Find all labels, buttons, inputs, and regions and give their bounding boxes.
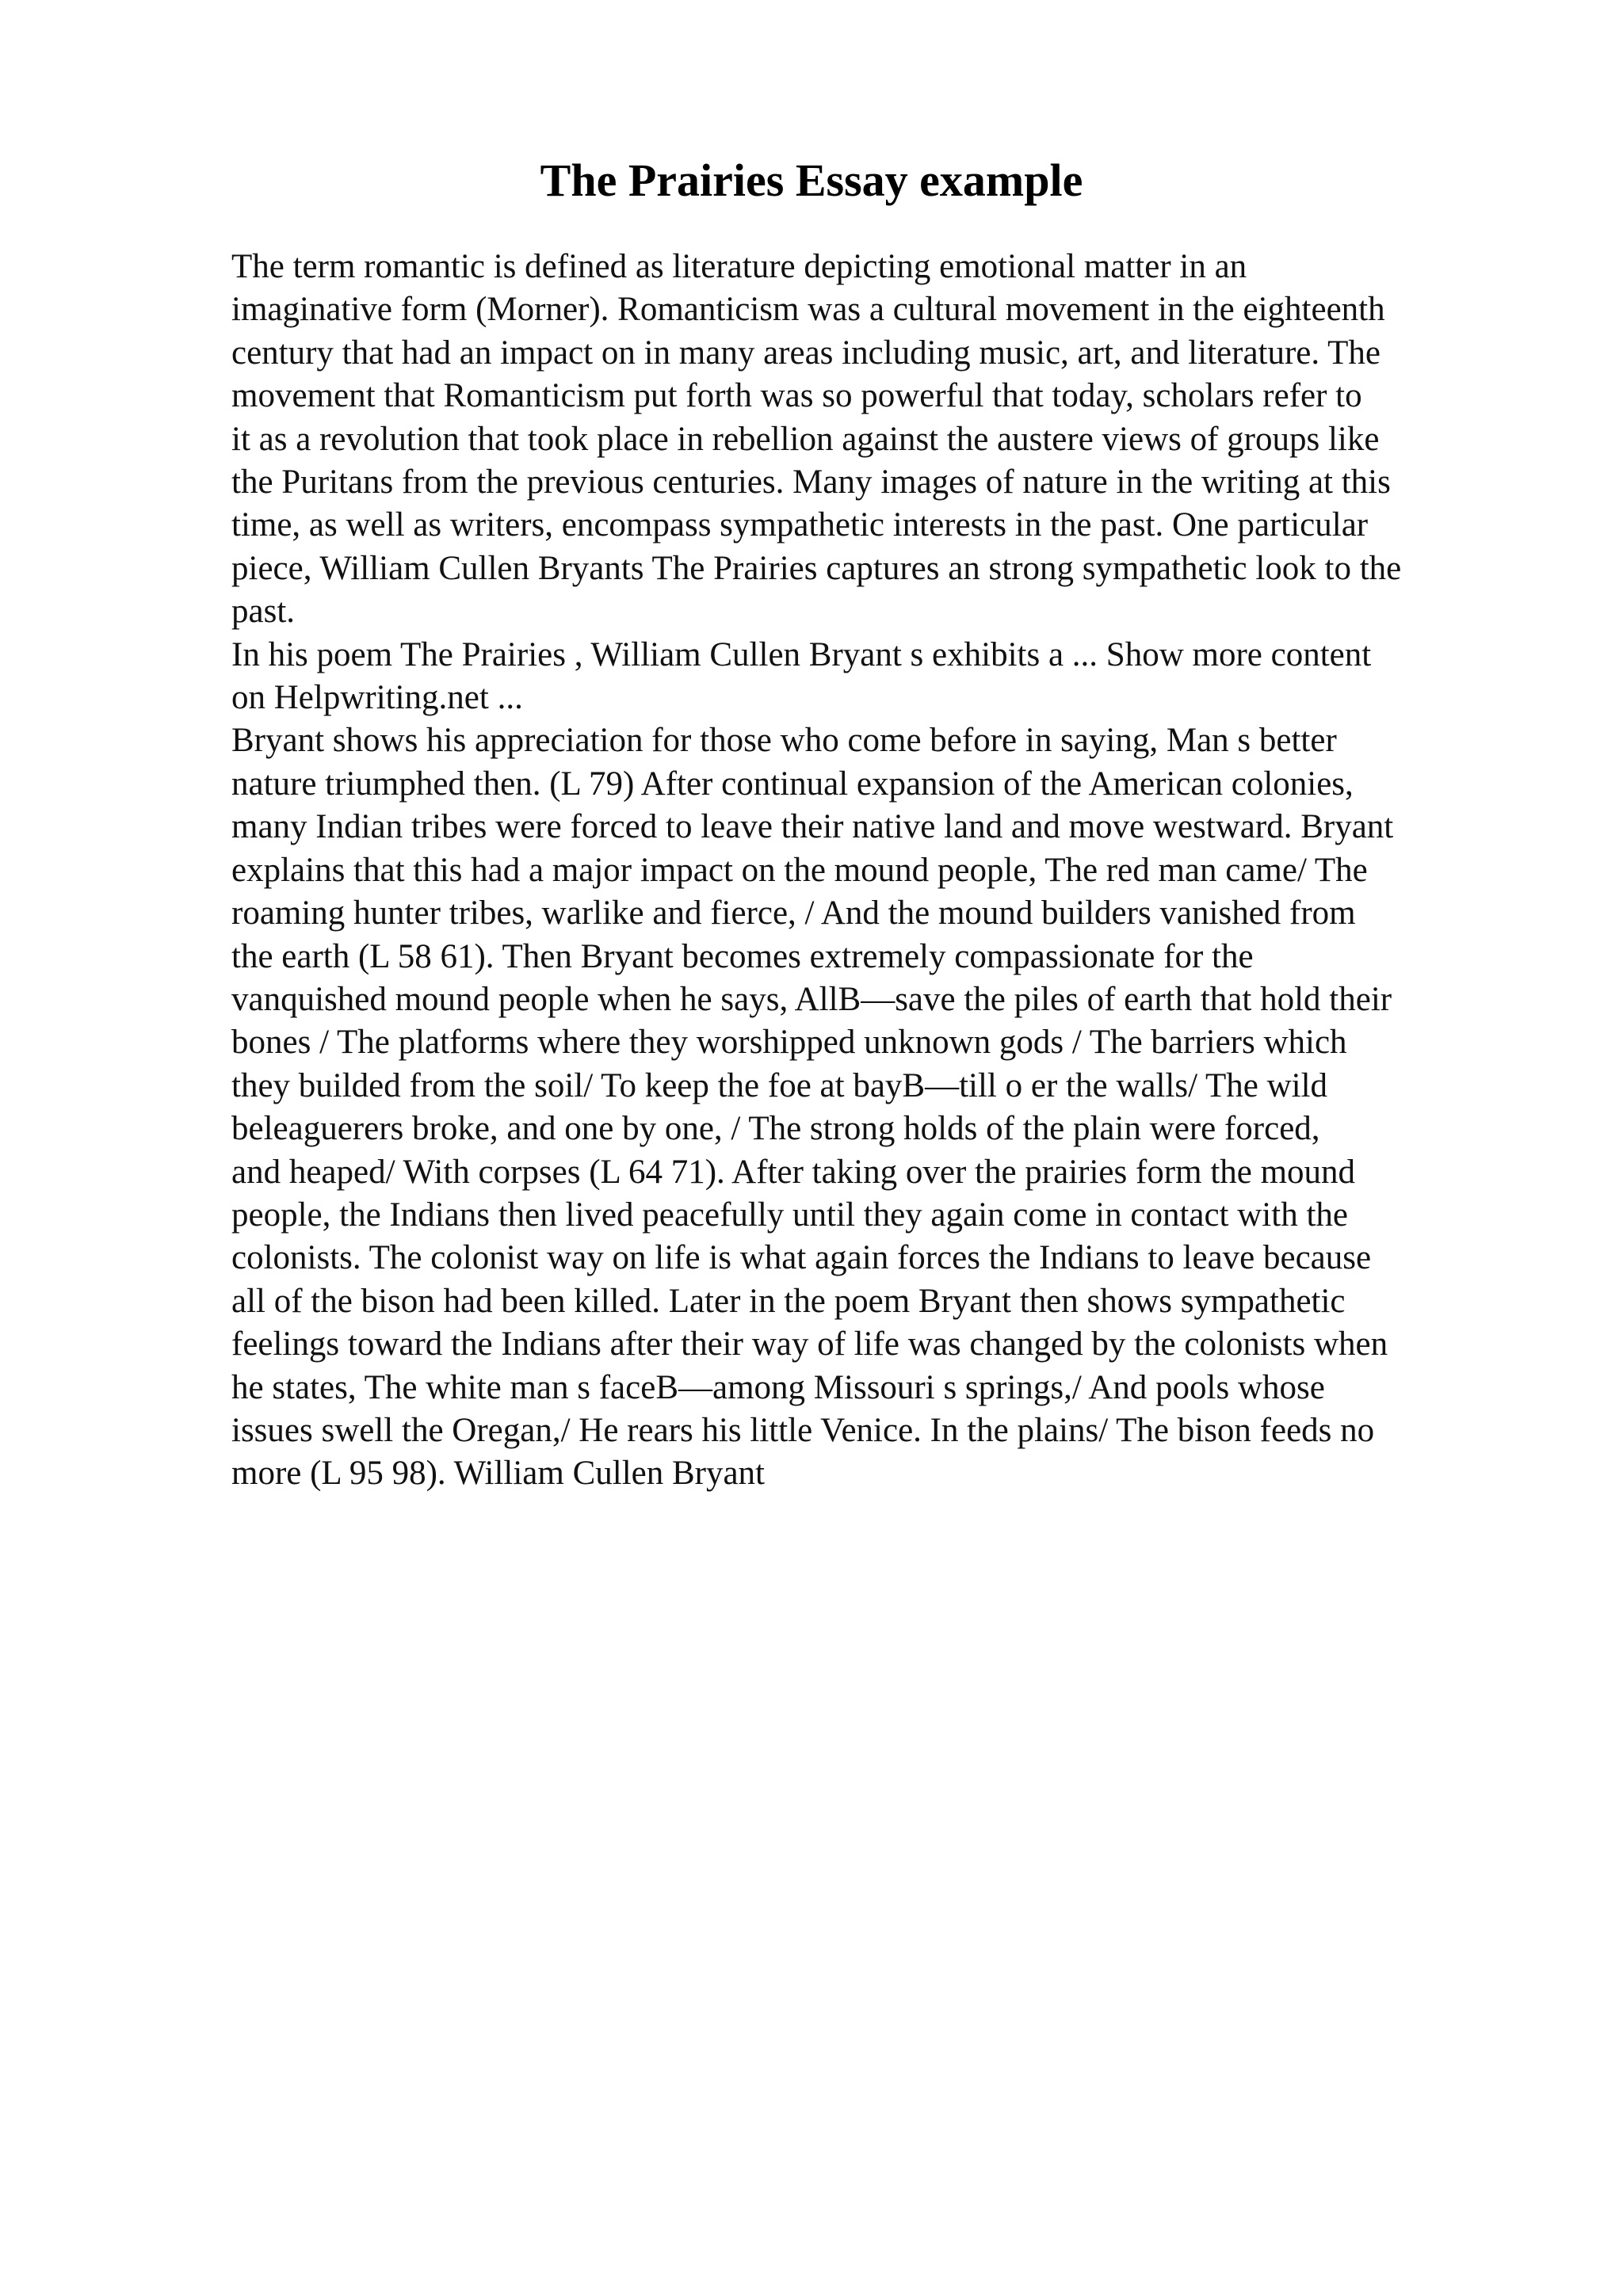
show-more-line: In his poem The Prairies , William Cullen Bryant s exhibits a ... Show more content <box>231 635 1372 673</box>
essay-line: time, as well as writers, encompass sympathetic interests in the past. One particular <box>231 506 1369 544</box>
essay-line: and heaped/ With corpses (L 64 71). After taking over the prairies form the mound <box>231 1153 1356 1191</box>
essay-line: issues swell the Oregan,/ He rears his little Venice. In the plains/ The bison feeds no <box>231 1411 1375 1449</box>
document-title: The Prairies Essay example <box>540 154 1083 206</box>
essay-line: Bryant shows his appreciation for those who come before in saying, Man s better <box>231 722 1337 760</box>
essay-line: all of the bison had been killed. Later in the poem Bryant then shows sympathetic <box>231 1282 1346 1320</box>
essay-line: nature triumphed then. (L 79) After continual expansion of the American colonies, <box>231 765 1354 803</box>
essay-line: colonists. The colonist way on life is what again forces the Indians to leave because <box>231 1239 1372 1277</box>
essay-body <box>231 246 1515 1496</box>
essay-line: The term romantic is defined as literature depicting emotional matter in an <box>231 248 1247 285</box>
show-more-source-line: on Helpwriting.net ... <box>231 679 523 717</box>
essay-line: vanquished mound people when he says, AllB—save the piles of earth that hold their <box>231 980 1392 1018</box>
essay-line: people, the Indians then lived peacefully until they again come in contact with the <box>231 1196 1348 1234</box>
essay-line: explains that this had a major impact on the mound people, The red man came/ The <box>231 851 1368 889</box>
essay-line: the earth (L 58 61). Then Bryant becomes extremely compassionate for the <box>231 937 1254 975</box>
essay-line: he states, The white man s faceB—among Missouri s springs,/ And pools whose <box>231 1368 1325 1406</box>
essay-line: movement that Romanticism put forth was so powerful that today, scholars refer to <box>231 377 1362 415</box>
essay-line: feelings toward the Indians after their way of life was changed by the colonists when <box>231 1325 1388 1363</box>
essay-line: imaginative form (Morner). Romanticism was a cultural movement in the eighteenth <box>231 291 1385 329</box>
essay-line: more (L 95 98). William Cullen Bryant <box>231 1455 766 1493</box>
essay-line: bones / The platforms where they worshipped unknown gods / The barriers which <box>231 1024 1347 1062</box>
essay-line: they builded from the soil/ To keep the foe at bayB—till o er the walls/ The wild <box>231 1066 1328 1104</box>
essay-line: it as a revolution that took place in rebellion against the austere views of groups like <box>231 420 1380 458</box>
essay-line: past. <box>231 593 296 631</box>
essay-line: the Puritans from the previous centuries. Many images of nature in the writing at this <box>231 463 1391 502</box>
essay-line: beleaguerers broke, and one by one, / The strong holds of the plain were forced, <box>231 1110 1320 1148</box>
essay-line: many Indian tribes were forced to leave their native land and move westward. Bryant <box>231 808 1394 846</box>
essay-line: roaming hunter tribes, warlike and fierce, / And the mound builders vanished from <box>231 894 1356 933</box>
essay-line: piece, William Cullen Bryants The Prairies captures an strong sympathetic look to the <box>231 549 1402 587</box>
essay-line: century that had an impact on in many areas including music, art, and literature. The <box>231 334 1381 372</box>
